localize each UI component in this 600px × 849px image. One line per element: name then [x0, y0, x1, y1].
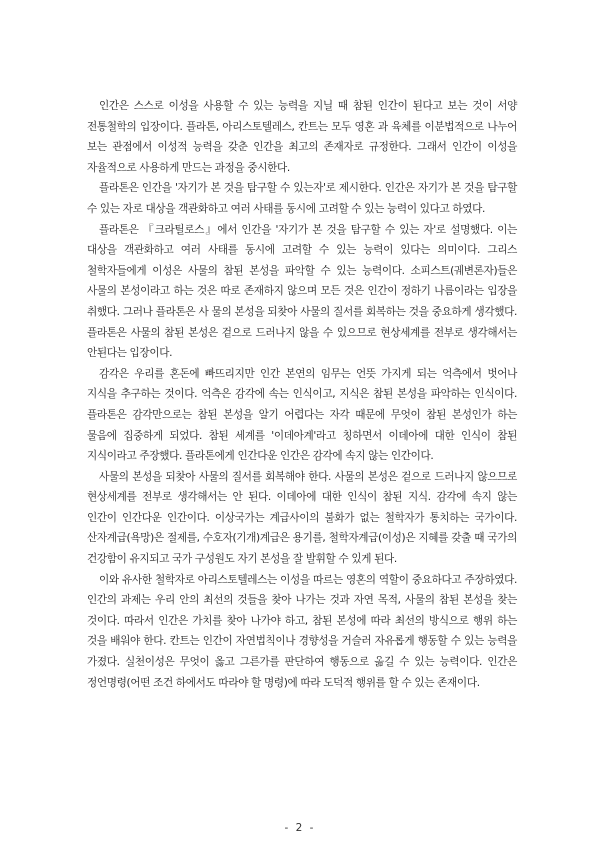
paragraph-2: 플라톤은 인간을 '자기가 본 것을 탐구할 수 있는자'로 제시한다. 인간은 자기가 본 것을 탐구할 수 있는 자로 대상을 객관화하고 여러 사태를 동시에 고려할 수 있는 능력이 있다고 하였다. [87, 182, 517, 215]
paragraph-4: 감각은 우리를 혼돈에 빠뜨리지만 인간 본연의 임무는 언뜻 가지게 되는 억측에서 벗어나 지식을 추구하는 것이다. 억측은 감각에 속는 인식이고, 지식은 참된 본성을 파악하는 인식이다. 플라톤은 감각만으로는 참된 본성을 알기 어렵다는 자각 때문에 무엇이 참된 본성인가 하는 물음에 집중하게 되었다. 참된 세계를 '이데아계'라고 칭하면서 이데아에 대한 인식이 참된 지식이라고 주장했다. 플라톤에게 인간다운 인간은 감각에 속지 않는 인간이다. [87, 367, 517, 463]
paragraph-6: 이와 유사한 철학자로 아리스토텔레스는 이성을 따르는 영혼의 역할이 중요하다고 주장하였다. 인간의 과제는 우리 안의 최선의 것들을 찾아 나가는 것과 자연 목적, 사물의 참된 본성을 찾는 것이다. 따라서 인간은 가치를 찾아 나가야 하고, 참된 본성에 따라 최선의 방식으로 행위 하는 것을 배워야 한다. 칸트는 인간이 자연법칙이나 경향성을 거슬러 자유롭게 행동할 수 있는 능력을 가졌다. 실천이성은 무엇이 옳고 그른가를 판단하여 행동으로 옮길 수 있는 능력이다. 인간은 정언명령(어떤 조건 하에서도 따라야 할 명령)에 따라 도덕적 행위를 할 수 있는 존재이다. [87, 573, 517, 689]
paragraph-1: 인간은 스스로 이성을 사용할 수 있는 능력을 지닐 때 참된 인간이 된다고 보는 것이 서양 전통철학의 입장이다. 플라톤, 아리스토텔레스, 칸트는 모두 영혼 과 육체를 이분법적으로 나누어 보는 관점에서 이성적 능력을 갖춘 인간을 최고의 존재자로 규정한다. 그래서 인간이 이성을 자율적으로 사용하게 만드는 과정을 중시한다. [87, 100, 517, 174]
body-text [87, 96, 517, 693]
page-number: - 2 - [284, 822, 316, 834]
paragraph-3: 플라톤은 『크라틸로스』에서 인간을 '자기가 본 것을 탐구할 수 있는 자'로 설명했다. 이는 대상을 객관화하고 여러 사태를 동시에 고려할 수 있는 능력이 있다는 의미이다. 그리스 철학자들에게 이성은 사물의 참된 본성을 파악할 수 있는 능력이다. 소피스트(궤변론자)들은 사물의 본성이라고 하는 것은 따로 존재하지 않으며 모든 것은 인간이 정하기 나름이라는 입장을 취했다. 그러나 플라톤은 사 물의 본성을 되찾아 사물의 질서를 회복하는 것을 중요하게 생각했다. 플라톤은 사물의 참된 본성은 겉으로 드러나지 않을 수 있으므로 현상세계를 전부로 생각해서는 안된다는 입장이다. [87, 223, 517, 360]
paragraph-5: 사물의 본성을 되찾아 사물의 질서를 회복해야 한다. 사물의 본성은 겉으로 드러나지 않으므로 현상세계를 전부로 생각해서는 안 된다. 이데아에 대한 인식이 참된 지식. 감각에 속지 않는 인간이 인간다운 인간이다. 이상국가는 계급사이의 불화가 없는 철학자가 통치하는 국가이다. 산자계급(욕망)은 절제를, 수호자(기개)계급은 용기를, 철학자계급(이성)은 지혜를 갖출 때 국가의 건강함이 유지되고 국가 구성원도 자기 본성을 잘 발휘할 수 있게 된다. [87, 470, 517, 566]
